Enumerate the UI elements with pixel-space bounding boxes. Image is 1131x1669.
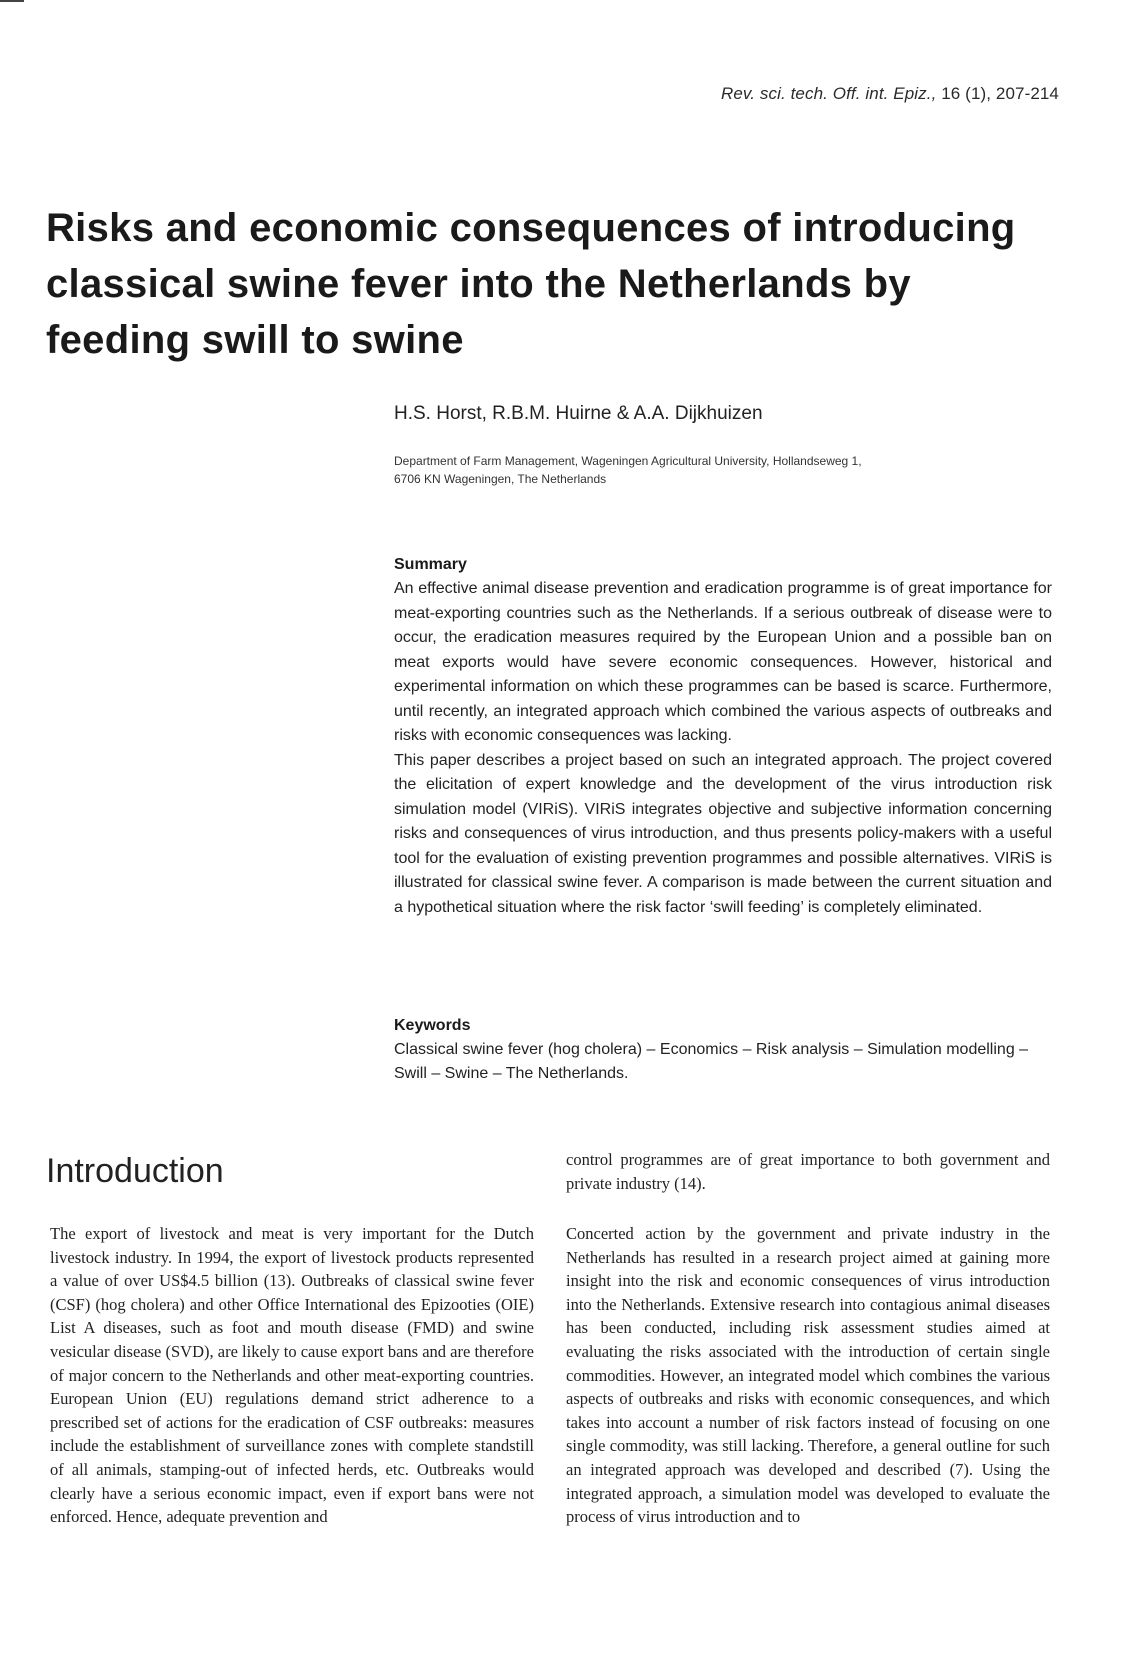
keywords-section	[394, 1017, 1054, 1086]
journal-issue: 16 (1), 207-214	[936, 84, 1059, 103]
summary-section	[394, 556, 1052, 920]
summary-paragraph: An effective animal disease prevention and eradication programme is of great importance for meat-exporting countries such as the Netherlands. If a serious outbreak of disease were to occur, the eradication measures required by the European Union and a possible ban on meat exports would have severe economic consequences. However, historical and experimental information on which these programmes can be based is scarce. Furthermore, until recently, an integrated approach which combined the various aspects of outbreaks and risks with economic consequences was lacking.	[394, 580, 1052, 744]
keywords-heading: Keywords	[394, 1017, 471, 1034]
affiliation	[394, 452, 954, 488]
journal-reference	[721, 84, 1059, 104]
introduction-left-column: The export of livestock and meat is very important for the Dutch livestock industry. In 1994, the export of livestock products represented a value of over US$4.5 billion (13). Outbreaks of classical swine fever (CSF) (hog cholera) and other Office International des Epizooties (OIE) List A diseases, such as foot and mouth disease (FMD) and swine vesicular disease (SVD), are likely to cause export bans and are therefore of major concern to the Netherlands and other meat-exporting countries. European Union (EU) regulations demand strict adherence to a prescribed set of actions for the eradication of CSF outbreaks: measures include the establishment of surveillance zones with complete standstill of all animals, stamping-out of infected herds, etc. Outbreaks would clearly have a serious economic impact, even if export bans were not enforced. Hence, adequate prevention and	[50, 1224, 534, 1527]
introduction-heading: Introduction	[46, 1152, 224, 1190]
summary-paragraph: This paper describes a project based on such an integrated approach. The project covered the elicitation of expert knowledge and the development of the virus introduction risk simulation model (VIRiS). VIRiS integrates objective and subjective information concerning risks and consequences of virus introduction, and thus presents policy-makers with a useful tool for the evaluation of existing prevention programmes and possible alternatives. VIRiS is illustrated for classical swine fever. A comparison is made between the current situation and a hypothetical situation where the risk factor ‘swill feeding’ is completely eliminated.	[394, 751, 1052, 916]
summary-heading: Summary	[394, 556, 467, 573]
journal-name: Rev. sci. tech. Off. int. Epiz.,	[720, 84, 937, 103]
introduction-right-column: Concerted action by the government and private industry in the Netherlands has resulted in a research project aimed at gaining more insight into the risk and economic consequences of virus introduction into the Netherlands. Extensive research into contagious animal diseases has been conducted, including risk assessment studies aimed at evaluating the risks associated with the introduction of certain single commodities. However, an integrated model which combines the various aspects of outbreaks and risks with economic consequences, and which takes into account a number of risk factors instead of focusing on one single commodity, was still lacking. Therefore, a general outline for such an integrated approach was developed and described (7). Using the integrated approach, a simulation model was developed to evaluate the process of virus introduction and to	[566, 1224, 1050, 1527]
paper-title: Risks and economic consequences of introducing classical swine fever into the Netherlands by feeding swill to swine	[46, 206, 1016, 362]
affiliation-line: Department of Farm Management, Wageningen Agricultural University, Hollandseweg 1,	[394, 454, 862, 468]
keywords-list: Classical swine fever (hog cholera) – Economics – Risk analysis – Simulation modelling – Swill – Swine – The Netherlands.	[394, 1041, 1029, 1082]
introduction-right-column-continuation: control programmes are of great importance to both government and private industry (14).	[566, 1150, 1050, 1193]
scan-edge-mark	[0, 0, 24, 2]
affiliation-line: 6706 KN Wageningen, The Netherlands	[394, 472, 607, 486]
authors: H.S. Horst, R.B.M. Huirne & A.A. Dijkhuizen	[394, 403, 763, 424]
